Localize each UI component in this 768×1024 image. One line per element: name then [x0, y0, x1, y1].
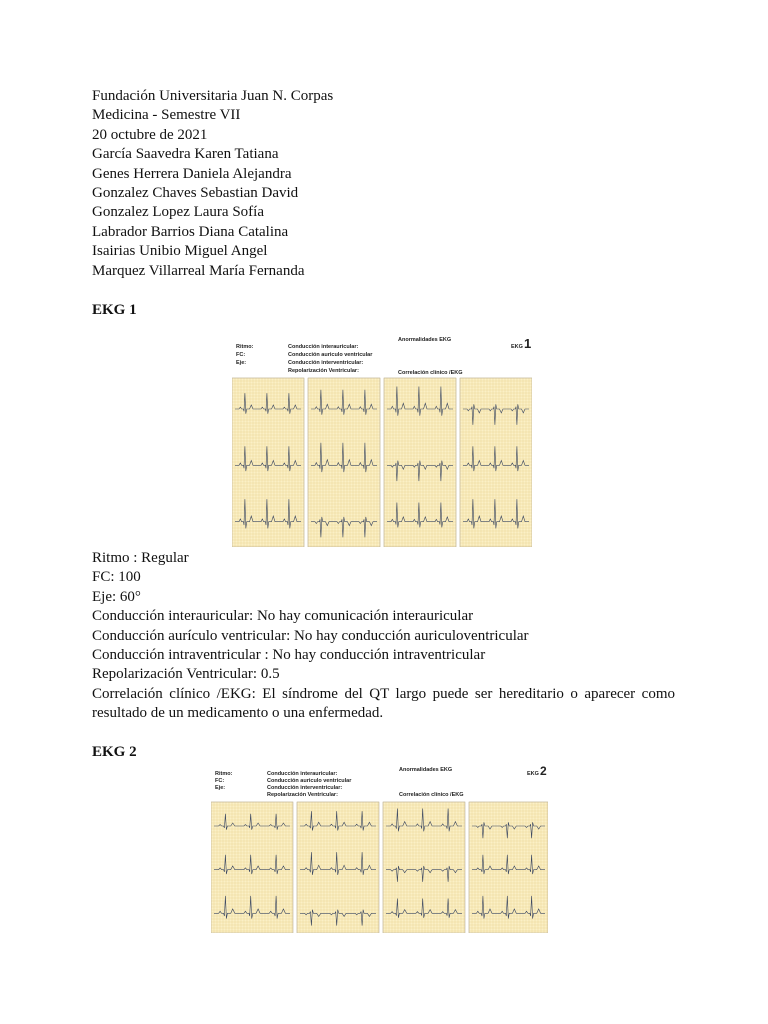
- fig-label-cond-inter: Conducción interauricular:: [288, 344, 359, 350]
- ekg1-image: [232, 332, 532, 547]
- result-cond-auriculoventricular: Conducción aurículo ventricular: No hay conducción auriculoventricular: [92, 627, 529, 644]
- result-cond-interauricular: Conducción interauricular: No hay comunicación interauricular: [92, 608, 474, 625]
- fig-tag-prefix: EKG: [527, 771, 539, 777]
- ekg-panel: [308, 378, 380, 547]
- fig-label-eje: Eje:: [236, 360, 247, 366]
- fig-tag-number: 1: [524, 336, 532, 351]
- ekg-panel: [232, 378, 304, 547]
- fig-label-anormalidades: Anormalidades EKG: [399, 767, 453, 773]
- fig-label-repol: Repolarización Ventricular:: [267, 792, 338, 798]
- ekg2-svg: [211, 762, 548, 933]
- fig-label-fc: FC:: [236, 352, 246, 358]
- fig-label-cond-av: Conducción auriculo ventricular: [288, 352, 373, 358]
- fig-label-correlacion: Correlación clínico /EKG: [398, 370, 463, 376]
- ekg-panel: [384, 378, 456, 547]
- ekg2-image: [211, 762, 548, 933]
- ekg-panel: [383, 802, 465, 933]
- result-correlacion-line2: resultado de un medicamento o una enfermedad.: [92, 705, 384, 722]
- ekg-panel: [297, 802, 379, 933]
- author-name: Isairias Unibio Miguel Angel: [92, 243, 268, 260]
- ekg1-svg: [232, 332, 532, 547]
- ekg-panel: [211, 802, 293, 933]
- author-name: García Saavedra Karen Tatiana: [92, 146, 279, 163]
- institution-name: Fundación Universitaria Juan N. Corpas: [92, 88, 334, 104]
- result-repolarizacion: Repolarización Ventricular: 0.5: [92, 666, 280, 683]
- ekg1-heading: EKG 1: [92, 302, 137, 318]
- fig-label-eje: Eje:: [215, 785, 226, 791]
- fig-label-correlacion: Correlación clínico /EKG: [399, 792, 464, 798]
- ekg2-heading: EKG 2: [92, 744, 137, 760]
- author-name: Gonzalez Chaves Sebastian David: [92, 185, 299, 202]
- ekg1-results: [92, 549, 675, 724]
- ekg-panel: [460, 378, 532, 547]
- fig-label-repol: Repolarización Ventricular:: [288, 368, 359, 374]
- result-ritmo: Ritmo : Regular: [92, 550, 189, 566]
- document-header: [92, 87, 333, 281]
- fig-label-cond-av: Conducción auriculo ventricular: [267, 778, 352, 784]
- course-name: Medicina - Semestre VII: [92, 107, 241, 124]
- fig-label-cond-interv: Conducción interventricular:: [288, 360, 364, 366]
- fig-tag-prefix: EKG: [511, 344, 523, 350]
- result-correlacion-line1: Correlación clínico /EKG: El síndrome del QT largo puede ser hereditario o aparecer como: [92, 685, 675, 702]
- author-name: Gonzalez Lopez Laura Sofía: [92, 204, 264, 221]
- fig-label-ritmo: Ritmo:: [215, 771, 233, 777]
- ekg-panel: [469, 802, 548, 933]
- author-name: Labrador Barrios Diana Catalina: [92, 223, 289, 240]
- fig-label-cond-interv: Conducción interventricular:: [267, 785, 343, 791]
- result-cond-intraventricular: Conducción intraventricular : No hay conducción intraventricular: [92, 647, 486, 664]
- author-name: Marquez Villarreal María Fernanda: [92, 262, 305, 279]
- fig-label-ritmo: Ritmo:: [236, 344, 254, 350]
- result-fc: FC: 100: [92, 569, 141, 586]
- fig-label-cond-inter: Conducción interauricular:: [267, 771, 338, 777]
- document-date: 20 octubre de 2021: [92, 126, 208, 143]
- result-eje: Eje: 60°: [92, 588, 141, 605]
- fig-label-fc: FC:: [215, 778, 225, 784]
- author-name: Genes Herrera Daniela Alejandra: [92, 165, 292, 182]
- fig-label-anormalidades: Anormalidades EKG: [398, 337, 452, 343]
- fig-tag-number: 2: [540, 764, 547, 778]
